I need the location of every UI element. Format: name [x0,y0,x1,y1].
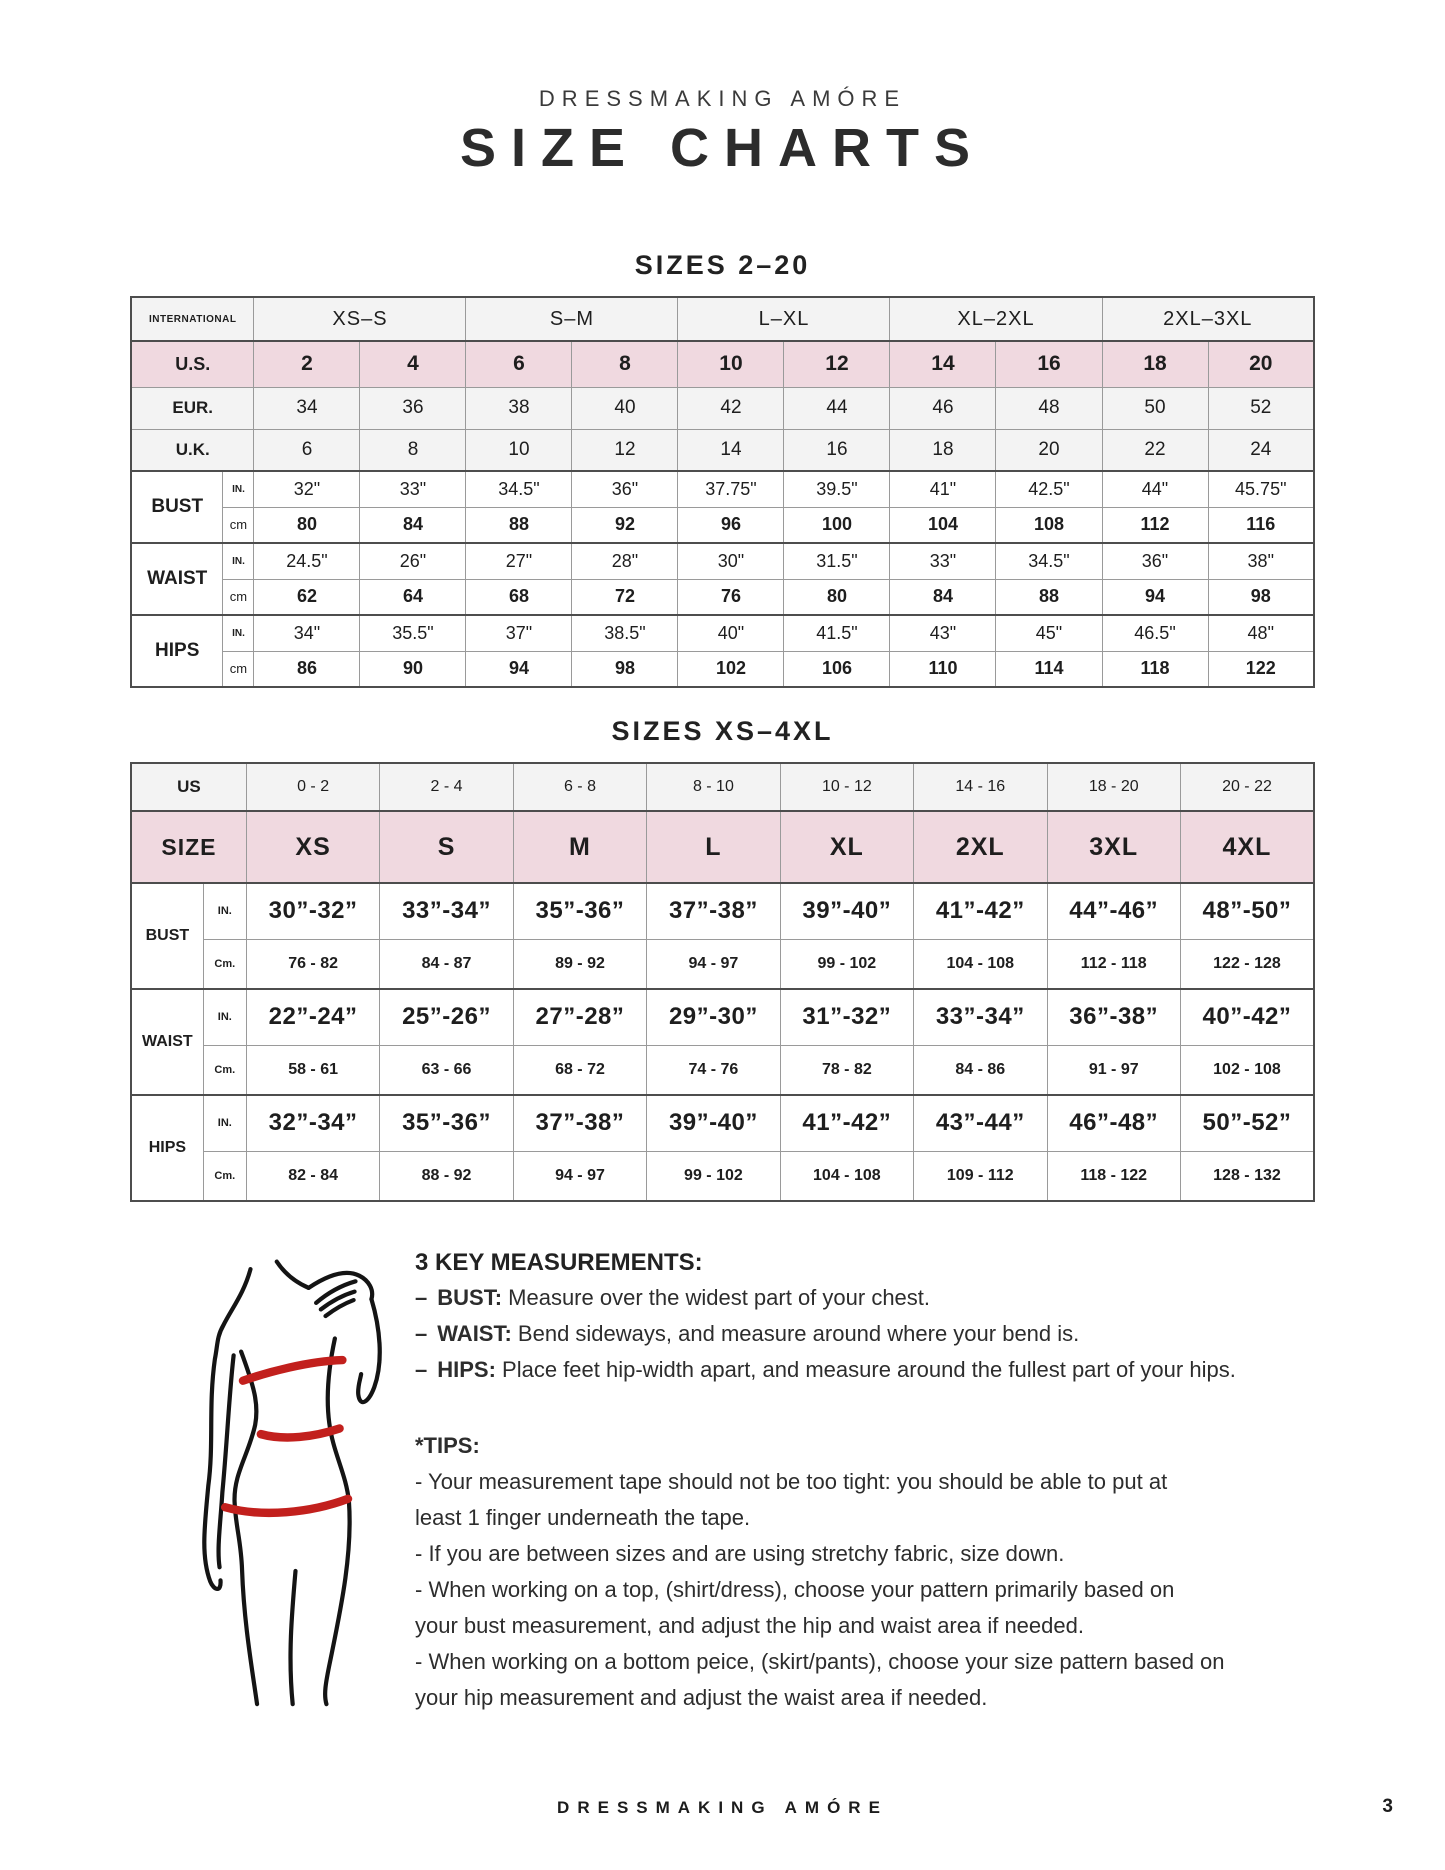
waist-cm-unit-label: cm [223,579,254,615]
uk-size-cell: 16 [784,429,890,471]
us-size-cell: 14 [890,341,996,387]
waist-cm-cell: 76 [678,579,784,615]
bust-cm-cell: 92 [572,507,678,543]
waist-cm-range-cell: 91 - 97 [1047,1045,1180,1095]
us-range-cell: 2 - 4 [380,763,513,811]
bullet-dash: – [415,1285,428,1310]
waist-cm-cell: 64 [360,579,466,615]
waist-row-label: WAIST [131,543,223,615]
bust-inch-range-cell: 33”-34” [380,883,513,939]
eur-size-cell: 44 [784,387,890,429]
hips-inch-cell: 45" [996,615,1102,651]
bust-inch-cell: 32" [254,471,360,507]
bust-cm-cell: 100 [784,507,890,543]
waist-inch-unit-label-2: IN. [203,989,246,1045]
hips-inch-cell: 40" [678,615,784,651]
bust-inch-range-cell: 44”-46” [1047,883,1180,939]
us-size-cell: 10 [678,341,784,387]
hips-cm-range-cell: 88 - 92 [380,1151,513,1201]
bust-cm-range-cell: 99 - 102 [780,939,913,989]
bust-cm-range-cell: 122 - 128 [1180,939,1314,989]
size-row-label: SIZE [131,811,246,883]
size-name-cell: 2XL [914,811,1047,883]
bust-cm-cell: 84 [360,507,466,543]
hips-cm-range-cell: 104 - 108 [780,1151,913,1201]
hips-cm-cell: 114 [996,651,1102,687]
hips-cm-cell: 118 [1102,651,1208,687]
us-range-cell: 8 - 10 [647,763,780,811]
bust-inch-cell: 45.75" [1208,471,1314,507]
waist-inch-range-cell: 25”-26” [380,989,513,1045]
hips-inch-range-cell: 41”-42” [780,1095,913,1151]
waist-inch-cell: 31.5" [784,543,890,579]
hips-cm-cell: 106 [784,651,890,687]
uk-size-cell: 12 [572,429,678,471]
brand-header: DRESSMAKING AMÓRE [538,86,907,111]
bust-cm-cell: 104 [890,507,996,543]
hips-cm-range-cell: 109 - 112 [914,1151,1047,1201]
bust-row-label: BUST [131,471,223,543]
key-measurements-heading: 3 KEY MEASUREMENTS: [415,1249,703,1276]
hips-cm-cell: 102 [678,651,784,687]
hips-row-label: HIPS [131,615,223,687]
bullet-dash: – [415,1357,428,1382]
hips-inch-cell: 48" [1208,615,1314,651]
waist-instruction-text: Bend sideways, and measure around where your bend is. [511,1321,1080,1346]
hips-inch-cell: 37" [466,615,572,651]
hips-inch-cell: 46.5" [1102,615,1208,651]
tip-line: your hip measurement and adjust the waist area if needed. [415,1685,988,1710]
us-row-label: U.S. [131,341,254,387]
waist-cm-range-cell: 68 - 72 [513,1045,646,1095]
uk-size-cell: 8 [360,429,466,471]
us-range-cell: 14 - 16 [914,763,1047,811]
hips-row-label-2: HIPS [131,1095,203,1201]
hips-cm-range-cell: 82 - 84 [246,1151,379,1201]
hips-inch-cell: 43" [890,615,996,651]
waist-cm-cell: 68 [466,579,572,615]
waist-inch-cell: 30" [678,543,784,579]
eur-size-cell: 42 [678,387,784,429]
measurement-instructions [415,1246,1425,1716]
hips-inch-cell: 34" [254,615,360,651]
tips-heading: *TIPS: [415,1433,480,1458]
hips-cm-cell: 110 [890,651,996,687]
waist-cm-range-cell: 58 - 61 [246,1045,379,1095]
bust-row-label-2: BUST [131,883,203,989]
size-name-cell: XS [246,811,379,883]
bust-cm-range-cell: 76 - 82 [246,939,379,989]
bust-inch-cell: 37.75" [678,471,784,507]
waist-inch-cell: 24.5" [254,543,360,579]
footer-brand: DRESSMAKING AMÓRE [557,1798,888,1817]
eur-size-cell: 46 [890,387,996,429]
uk-size-cell: 6 [254,429,360,471]
hips-inch-range-cell: 39”-40” [647,1095,780,1151]
page-number: 3 [1382,1796,1393,1817]
us-size-cell: 18 [1102,341,1208,387]
bust-inch-unit-label: IN. [223,471,254,507]
waist-inch-cell: 33" [890,543,996,579]
us-size-cell: 8 [572,341,678,387]
waist-measurement-band [261,1429,340,1438]
hips-inch-unit-label-2: IN. [203,1095,246,1151]
uk-size-cell: 14 [678,429,784,471]
tip-line: - When working on a top, (shirt/dress), choose your pattern primarily based on [415,1577,1175,1602]
us-size-cell: 20 [1208,341,1314,387]
us-range-cell: 20 - 22 [1180,763,1314,811]
international-corner-label: INTERNATIONAL [131,297,254,341]
waist-inch-range-cell: 33”-34” [914,989,1047,1045]
hips-measurement-band [225,1499,348,1513]
size-name-cell: M [513,811,646,883]
bust-instruction [415,1280,1425,1316]
waist-inch-cell: 28" [572,543,678,579]
hips-cm-range-cell: 118 - 122 [1047,1151,1180,1201]
hips-cm-cell: 94 [466,651,572,687]
tip-line: least 1 finger underneath the tape. [415,1505,751,1530]
bust-cm-range-cell: 94 - 97 [647,939,780,989]
bust-inch-range-cell: 37”-38” [647,883,780,939]
uk-size-cell: 18 [890,429,996,471]
bust-cm-range-cell: 104 - 108 [914,939,1047,989]
waist-cm-range-cell: 74 - 76 [647,1045,780,1095]
size-name-cell: XL [780,811,913,883]
bust-inch-cell: 33" [360,471,466,507]
bust-cm-cell: 108 [996,507,1102,543]
international-group-header: XS–S [254,297,466,341]
waist-inch-cell: 26" [360,543,466,579]
bust-inch-cell: 36" [572,471,678,507]
hips-cm-cell: 90 [360,651,466,687]
waist-instruction-label: WAIST: [437,1321,512,1346]
waist-inch-cell: 27" [466,543,572,579]
bust-inch-cell: 34.5" [466,471,572,507]
international-group-header: 2XL–3XL [1102,297,1314,341]
bust-inch-range-cell: 41”-42” [914,883,1047,939]
body-measurement-illustration [168,1246,393,1716]
waist-cm-unit-label-2: Cm. [203,1045,246,1095]
bust-inch-range-cell: 30”-32” [246,883,379,939]
bust-cm-unit-label: cm [223,507,254,543]
hips-instruction [415,1352,1425,1388]
table1-title: SIZES 2–20 [634,250,811,280]
bust-inch-cell: 41" [890,471,996,507]
hips-inch-range-cell: 35”-36” [380,1095,513,1151]
waist-cm-cell: 94 [1102,579,1208,615]
waist-cm-cell: 72 [572,579,678,615]
bust-inch-unit-label-2: IN. [203,883,246,939]
bust-inch-cell: 42.5" [996,471,1102,507]
bust-inch-range-cell: 39”-40” [780,883,913,939]
size-chart-table-2-20 [130,296,1315,688]
hips-cm-cell: 86 [254,651,360,687]
eur-size-cell: 50 [1102,387,1208,429]
eur-size-cell: 34 [254,387,360,429]
eur-row-label: EUR. [131,387,254,429]
hips-inch-range-cell: 37”-38” [513,1095,646,1151]
us-range-cell: 10 - 12 [780,763,913,811]
size-name-cell: L [647,811,780,883]
tip-line: - Your measurement tape should not be too tight: you should be able to put at [415,1469,1168,1494]
waist-inch-range-cell: 40”-42” [1180,989,1314,1045]
hips-inch-range-cell: 43”-44” [914,1095,1047,1151]
uk-size-cell: 20 [996,429,1102,471]
us-size-cell: 16 [996,341,1102,387]
eur-size-cell: 40 [572,387,678,429]
hips-instruction-text: Place feet hip-width apart, and measure around the fullest part of your hips. [495,1357,1236,1382]
bust-cm-range-cell: 84 - 87 [380,939,513,989]
bust-cm-cell: 96 [678,507,784,543]
tip-line: - If you are between sizes and are using stretchy fabric, size down. [415,1541,1065,1566]
bust-inch-cell: 44" [1102,471,1208,507]
international-group-header: XL–2XL [890,297,1102,341]
tips-list [415,1464,1425,1716]
uk-row-label: U.K. [131,429,254,471]
eur-size-cell: 38 [466,387,572,429]
waist-cm-cell: 62 [254,579,360,615]
us-range-cell: 6 - 8 [513,763,646,811]
waist-instruction [415,1316,1425,1352]
bust-instruction-label: BUST: [437,1285,503,1310]
size-name-cell: 3XL [1047,811,1180,883]
bullet-dash: – [415,1321,428,1346]
bust-cm-cell: 112 [1102,507,1208,543]
eur-size-cell: 48 [996,387,1102,429]
bust-cm-unit-label-2: Cm. [203,939,246,989]
waist-row-label-2: WAIST [131,989,203,1095]
us-size-cell: 4 [360,341,466,387]
waist-cm-cell: 98 [1208,579,1314,615]
hips-inch-cell: 35.5" [360,615,466,651]
us-size-cell: 12 [784,341,890,387]
waist-inch-range-cell: 27”-28” [513,989,646,1045]
hips-cm-range-cell: 99 - 102 [647,1151,780,1201]
waist-cm-range-cell: 84 - 86 [914,1045,1047,1095]
bust-cm-cell: 88 [466,507,572,543]
us-range-cell: 0 - 2 [246,763,379,811]
bust-cm-cell: 116 [1208,507,1314,543]
waist-cm-cell: 84 [890,579,996,615]
waist-cm-cell: 88 [996,579,1102,615]
table2-title: SIZES XS–4XL [611,716,834,746]
waist-inch-cell: 36" [1102,543,1208,579]
measurement-guide-section [168,1246,1445,1721]
us-size-cell: 6 [466,341,572,387]
bust-inch-range-cell: 35”-36” [513,883,646,939]
eur-size-cell: 36 [360,387,466,429]
hips-instruction-label: HIPS: [437,1357,496,1382]
uk-size-cell: 24 [1208,429,1314,471]
hips-cm-cell: 122 [1208,651,1314,687]
bust-inch-cell: 39.5" [784,471,890,507]
page-title: SIZE CHARTS [459,118,986,178]
size-name-cell: 4XL [1180,811,1314,883]
waist-inch-range-cell: 22”-24” [246,989,379,1045]
size-chart-table-xs-4xl [130,762,1315,1202]
uk-size-cell: 22 [1102,429,1208,471]
international-group-header: S–M [466,297,678,341]
bust-inch-range-cell: 48”-50” [1180,883,1314,939]
tip-line: your bust measurement, and adjust the hip and waist area if needed. [415,1613,1084,1638]
waist-cm-range-cell: 102 - 108 [1180,1045,1314,1095]
hips-cm-unit-label-2: Cm. [203,1151,246,1201]
size-name-cell: S [380,811,513,883]
hips-inch-range-cell: 46”-48” [1047,1095,1180,1151]
bust-instruction-text: Measure over the widest part of your chest. [502,1285,931,1310]
international-group-header: L–XL [678,297,890,341]
waist-inch-cell: 38" [1208,543,1314,579]
waist-inch-range-cell: 36”-38” [1047,989,1180,1045]
body-outline [204,1262,379,1705]
hips-inch-cell: 41.5" [784,615,890,651]
hips-inch-unit-label: IN. [223,615,254,651]
us-size-cell: 2 [254,341,360,387]
waist-cm-range-cell: 78 - 82 [780,1045,913,1095]
hips-cm-range-cell: 128 - 132 [1180,1151,1314,1201]
us-range-row-label: US [131,763,246,811]
hips-cm-unit-label: cm [223,651,254,687]
figure-illustration-wrap [168,1246,393,1721]
waist-inch-range-cell: 29”-30” [647,989,780,1045]
waist-cm-range-cell: 63 - 66 [380,1045,513,1095]
us-range-cell: 18 - 20 [1047,763,1180,811]
hips-inch-cell: 38.5" [572,615,678,651]
tip-line: - When working on a bottom peice, (skirt/pants), choose your size pattern based on [415,1649,1225,1674]
bust-cm-range-cell: 89 - 92 [513,939,646,989]
hips-cm-cell: 98 [572,651,678,687]
waist-cm-cell: 80 [784,579,890,615]
hips-inch-range-cell: 32”-34” [246,1095,379,1151]
bust-cm-range-cell: 112 - 118 [1047,939,1180,989]
hips-inch-range-cell: 50”-52” [1180,1095,1314,1151]
waist-inch-unit-label: IN. [223,543,254,579]
eur-size-cell: 52 [1208,387,1314,429]
waist-inch-cell: 34.5" [996,543,1102,579]
waist-inch-range-cell: 31”-32” [780,989,913,1045]
bust-cm-cell: 80 [254,507,360,543]
uk-size-cell: 10 [466,429,572,471]
hips-cm-range-cell: 94 - 97 [513,1151,646,1201]
